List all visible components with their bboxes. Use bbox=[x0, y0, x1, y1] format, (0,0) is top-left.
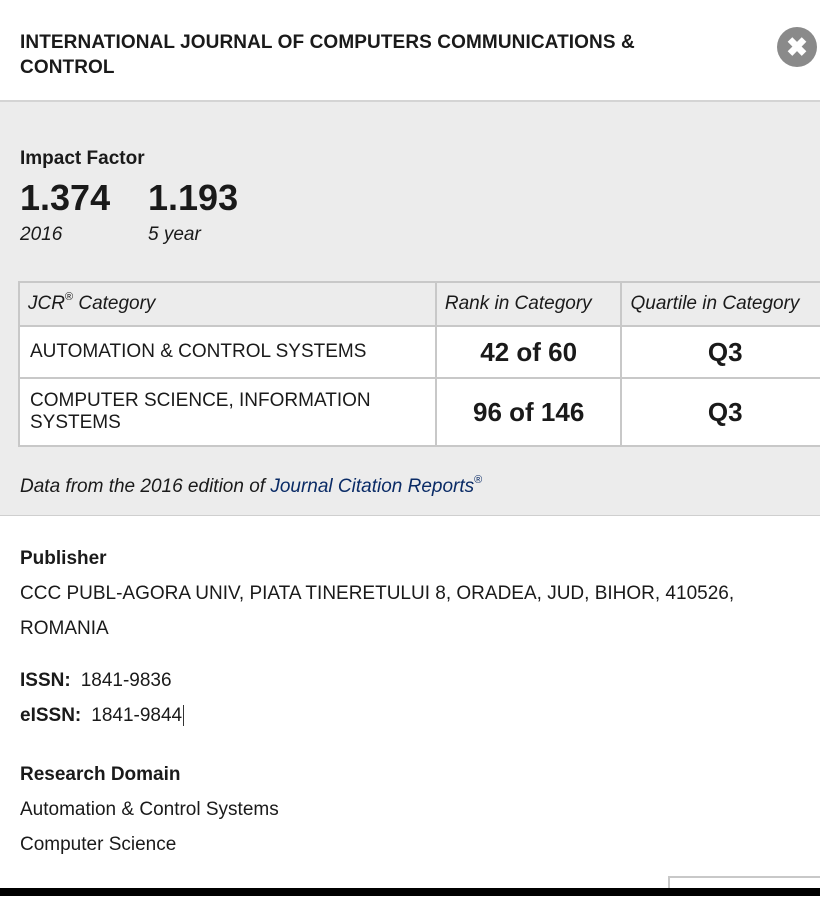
publisher-label: Publisher bbox=[20, 548, 107, 569]
issn-value: 1841-9836 bbox=[80, 670, 172, 691]
column-header-quartile: Quartile in Category bbox=[621, 282, 820, 326]
table-row bbox=[19, 326, 820, 378]
close-icon[interactable]: ✖ bbox=[777, 27, 817, 67]
journal-header bbox=[0, 0, 820, 102]
category-cell: AUTOMATION & CONTROL SYSTEMS bbox=[19, 326, 436, 378]
column-header-category: JCR® Category bbox=[19, 282, 436, 326]
impact-factor-2016 bbox=[20, 176, 110, 248]
eissn-value: 1841-9844 bbox=[91, 705, 183, 726]
research-domain-label: Research Domain bbox=[20, 764, 181, 785]
jcr-category-table bbox=[18, 281, 820, 447]
eissn-label: eISSN: bbox=[20, 705, 82, 726]
table-row bbox=[19, 378, 820, 446]
impact-factor-caption: 2016 bbox=[20, 224, 63, 245]
quartile-cell: Q3 bbox=[621, 378, 820, 446]
category-cell: COMPUTER SCIENCE, INFORMATION SYSTEMS bbox=[19, 378, 436, 446]
impact-factor-value: 1.193 bbox=[148, 177, 239, 218]
journal-title: INTERNATIONAL JOURNAL OF COMPUTERS COMMUNICATIONS & CONTROL bbox=[20, 32, 635, 78]
table-header-row bbox=[19, 282, 820, 326]
rank-cell: 96 of 146 bbox=[436, 378, 622, 446]
impact-factor-label: Impact Factor bbox=[20, 148, 145, 169]
impact-factor-caption: 5 year bbox=[148, 224, 201, 245]
jcr-panel bbox=[0, 102, 820, 516]
jcr-link[interactable]: Journal Citation Reports bbox=[270, 476, 475, 497]
column-header-rank: Rank in Category bbox=[436, 282, 622, 326]
impact-factor-value: 1.374 bbox=[20, 177, 111, 218]
publisher-address: CCC PUBL-AGORA UNIV, PIATA TINERETULUI 8, ORADEA, JUD, BIHOR, 410526, ROMANIA bbox=[20, 583, 735, 639]
rank-cell: 42 of 60 bbox=[436, 326, 622, 378]
issn-row bbox=[20, 670, 172, 692]
impact-factor-5year bbox=[148, 176, 238, 248]
registered-mark: ® bbox=[474, 474, 483, 486]
quartile-cell: Q3 bbox=[621, 326, 820, 378]
issn-label: ISSN: bbox=[20, 670, 71, 691]
data-note-prefix: Data from the 2016 edition of bbox=[20, 476, 271, 497]
footer-bar bbox=[0, 888, 820, 896]
eissn-row bbox=[20, 705, 184, 727]
data-source-note bbox=[20, 476, 482, 498]
research-domain-item: Computer Science bbox=[20, 834, 177, 855]
research-domain-item: Automation & Control Systems bbox=[20, 799, 279, 820]
